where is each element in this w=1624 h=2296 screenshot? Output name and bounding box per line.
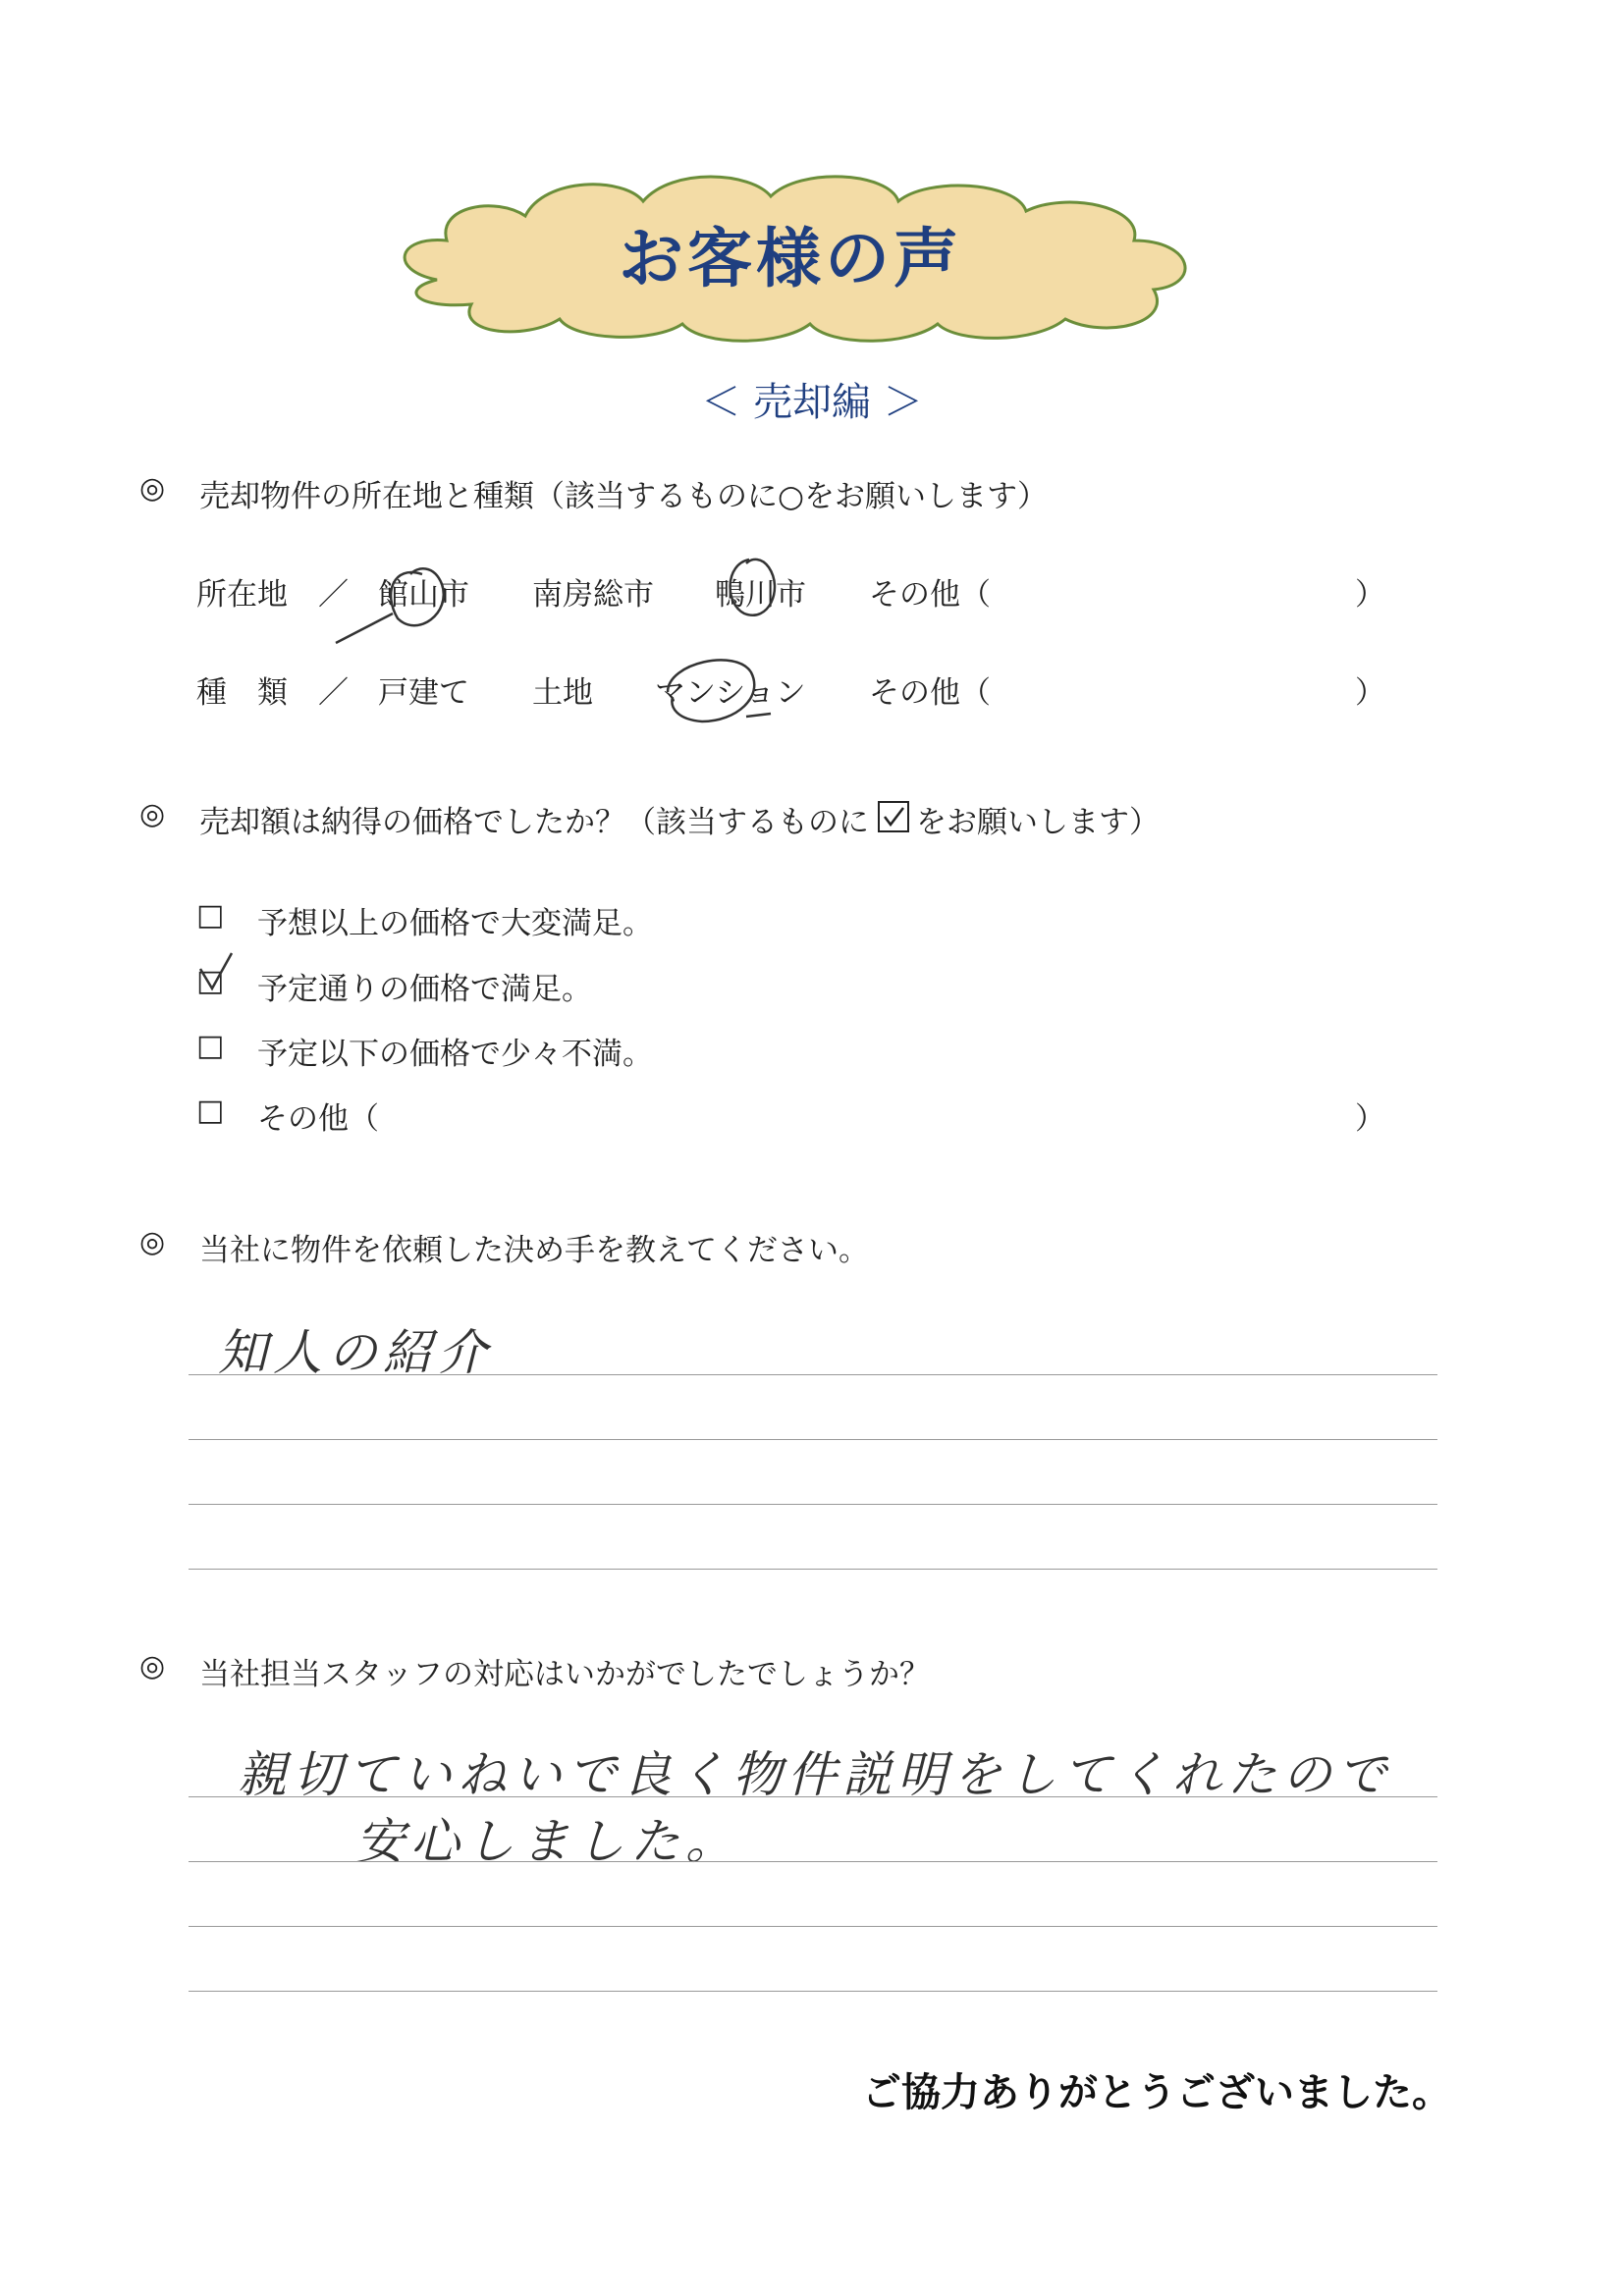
option-other-close: ）	[1355, 1101, 1385, 1137]
q3-handwritten-answer[interactable]: 知人の紹介	[218, 1324, 493, 1381]
answer-line	[189, 1861, 1437, 1862]
option-label-1: 予想以上の価格で大変満足。	[257, 906, 653, 941]
option-label-4: その他（	[257, 1101, 379, 1137]
type-label: 種 類 ／	[196, 675, 349, 711]
option-checkbox-1[interactable]: □	[196, 898, 225, 933]
q4-handwritten-answer-line2[interactable]: 安心しました。	[355, 1813, 740, 1870]
type-option-land[interactable]: 土地	[532, 675, 593, 711]
q1-bullet: ◎	[139, 471, 166, 506]
type-other-label: その他（	[869, 675, 991, 711]
q3-question: 当社に物件を依頼した決め手を教えてください。	[199, 1233, 869, 1268]
location-option-kamogawa[interactable]: 鴨川市	[715, 577, 806, 613]
option-checkbox-2[interactable]: □	[196, 964, 225, 998]
q2-question-post: をお願いします）	[916, 805, 1160, 840]
option-label-3: 予定以下の価格で少々不満。	[257, 1037, 653, 1072]
answer-line	[189, 1796, 1437, 1797]
selection-circle-tateyama	[324, 545, 481, 653]
selection-circle-mansion	[648, 643, 785, 731]
answer-line	[189, 1991, 1437, 1992]
page-subtitle: ＜ 売却編 ＞	[701, 380, 923, 425]
option-label-2: 予定通りの価格で満足。	[257, 972, 592, 1007]
location-label: 所在地 ／	[196, 577, 349, 613]
type-option-mansion[interactable]: マンション	[655, 675, 806, 711]
location-option-tateyama[interactable]: 館山市	[378, 577, 469, 613]
answer-line	[189, 1439, 1437, 1440]
option-checkbox-3[interactable]: □	[196, 1029, 225, 1063]
hand-checkmark-icon	[192, 947, 242, 996]
location-option-minamiboso[interactable]: 南房総市	[532, 577, 654, 613]
location-other-close: ）	[1355, 577, 1385, 613]
option-checkbox-4[interactable]: □	[196, 1094, 225, 1128]
type-other-close: ）	[1355, 675, 1385, 711]
q2-bullet: ◎	[139, 797, 166, 831]
type-option-house[interactable]: 戸建て	[378, 675, 469, 711]
location-other-label: その他（	[869, 577, 991, 613]
q1-question: 売却物件の所在地と種類（該当するものに○をお願いします）	[199, 479, 1049, 514]
selection-circle-kamogawa	[705, 550, 793, 628]
checkmark-box-icon	[877, 800, 910, 833]
answer-line	[189, 1569, 1437, 1570]
closing-message: ご協力ありがとうございました。	[862, 2070, 1451, 2115]
q2-question-pre: 売却額は納得の価格でしたか？（該当するものに	[199, 805, 869, 840]
q4-question: 当社担当スタッフの対応はいかがでしたでしょうか？	[199, 1657, 930, 1692]
q3-bullet: ◎	[139, 1225, 166, 1259]
q4-handwritten-answer-line1[interactable]: 親切ていねいで良く物件説明をしてくれたので	[238, 1746, 1392, 1803]
answer-line	[189, 1374, 1437, 1375]
q4-bullet: ◎	[139, 1649, 166, 1683]
answer-line	[189, 1504, 1437, 1505]
answer-line	[189, 1926, 1437, 1927]
page-title: お客様の声	[619, 221, 962, 296]
